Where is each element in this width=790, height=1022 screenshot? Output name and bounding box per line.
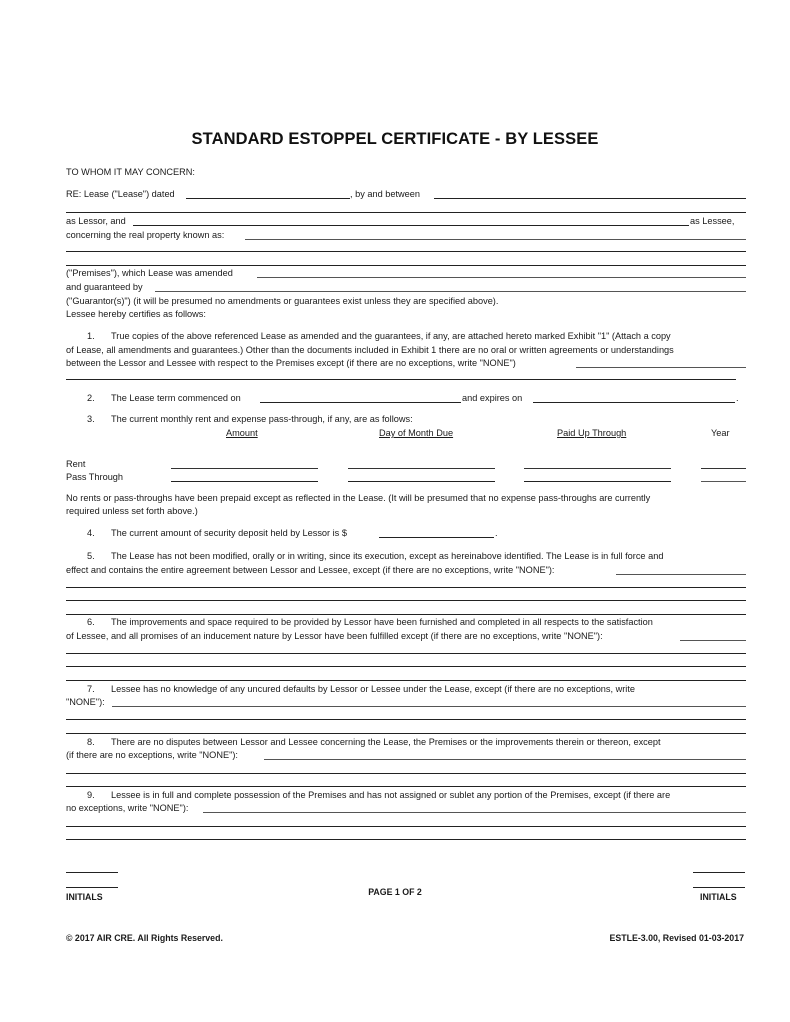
re-lease-dated-label: RE: Lease ("Lease") dated (66, 189, 175, 199)
item2-period: . (736, 393, 739, 403)
pass-through-year-field[interactable] (701, 481, 746, 482)
item1-number: 1. (87, 331, 95, 341)
item1-exceptions-field[interactable] (576, 367, 746, 368)
by-and-between-label: , by and between (350, 189, 420, 199)
as-lessor-and-label: as Lessor, and (66, 216, 126, 226)
pass-through-amount-field[interactable] (171, 481, 318, 482)
item9-exceptions-field-line2[interactable] (66, 826, 746, 827)
rent-paid-through-field[interactable] (524, 468, 671, 469)
item9-exceptions-field-line3[interactable] (66, 839, 746, 840)
item6-line1: The improvements and space required to be provided by Lessor have been furnished and completed in all respects to the satisfaction (111, 617, 653, 627)
item1-line3: between the Lessor and Lessee with respect to the Premises except (if there are no exceptions, write "NONE") (66, 358, 516, 368)
certifies-label: Lessee hereby certifies as follows: (66, 309, 206, 319)
item9-line1: Lessee is in full and complete possession of the Premises and has not assigned or sublet any portion of the Premises, except (if there are (111, 790, 671, 800)
lessee-name-field[interactable] (133, 225, 689, 226)
pass-through-day-due-field[interactable] (348, 481, 495, 482)
item9-exceptions-field[interactable] (203, 812, 746, 813)
item3-number: 3. (87, 414, 95, 424)
item4-text: The current amount of security deposit held by Lessor is $ (111, 528, 347, 538)
page-number: PAGE 1 OF 2 (368, 887, 422, 897)
initials-right-field-1[interactable] (693, 872, 745, 873)
item1-exceptions-field-line2[interactable] (66, 379, 736, 380)
guarantors-note: ("Guarantor(s)") (it will be presumed no amendments or guarantees exist unless they are specified above). (66, 296, 499, 306)
item4-number: 4. (87, 528, 95, 538)
copyright: © 2017 AIR CRE. All Rights Reserved. (66, 933, 223, 943)
item4-period: . (495, 528, 498, 538)
lease-date-field[interactable] (186, 198, 350, 199)
concerning-property-label: concerning the real property known as: (66, 230, 225, 240)
item7-line2: "NONE"): (66, 697, 105, 707)
item5-exceptions-field-line2[interactable] (66, 587, 746, 588)
property-field[interactable] (245, 239, 746, 240)
initials-left-field-1[interactable] (66, 872, 118, 873)
item5-exceptions-field-line3[interactable] (66, 600, 746, 601)
premises-amended-label: ("Premises"), which Lease was amended (66, 268, 233, 278)
item6-exceptions-field-line4[interactable] (66, 680, 746, 681)
item7-number: 7. (87, 684, 95, 694)
col-header-day-due: Day of Month Due (379, 428, 454, 438)
row-label-rent: Rent (66, 459, 86, 469)
item6-exceptions-field-line2[interactable] (66, 653, 746, 654)
item7-exceptions-field-line3[interactable] (66, 733, 746, 734)
as-lessee-label: as Lessee, (690, 216, 735, 226)
prepaid-note-line1: No rents or pass-throughs have been prepaid except as reflected in the Lease. (It will be presumed that no expense pass-throughs are currently (66, 493, 651, 503)
item1-line2: of Lease, all amendments and guarantees.) Other than the documents included in Exhibit 1 there are no oral or written agreements or understandings (66, 345, 674, 355)
guarantors-field[interactable] (155, 291, 746, 292)
col-header-year: Year (711, 428, 730, 438)
item2-expires-label: and expires on (462, 393, 523, 403)
commencement-date-field[interactable] (260, 402, 461, 403)
item6-exceptions-field[interactable] (680, 640, 746, 641)
guaranteed-by-label: and guaranteed by (66, 282, 143, 292)
item8-exceptions-field-line2[interactable] (66, 773, 746, 774)
lessor-name-field-line2[interactable] (66, 212, 746, 213)
rent-year-field[interactable] (701, 468, 746, 469)
property-field-line3[interactable] (66, 265, 746, 266)
item6-exceptions-field-line3[interactable] (66, 666, 746, 667)
row-label-pass-through: Pass Through (66, 472, 124, 482)
expiration-date-field[interactable] (533, 402, 735, 403)
col-header-paid-through: Paid Up Through (557, 428, 627, 438)
prepaid-note-line2: required unless set forth above.) (66, 506, 198, 516)
item8-exceptions-field-line3[interactable] (66, 786, 746, 787)
amendments-field[interactable] (257, 277, 746, 278)
item6-number: 6. (87, 617, 95, 627)
rent-amount-field[interactable] (171, 468, 318, 469)
item8-line1: There are no disputes between Lessor and Lessee concerning the Lease, the Premises or the improvements therein or thereon, except (111, 737, 661, 747)
item5-line1: The Lease has not been modified, orally or in writing, since its execution, except as hereinabove identified. The Lease is in full force and (111, 551, 664, 561)
pass-through-paid-through-field[interactable] (524, 481, 671, 482)
item5-number: 5. (87, 551, 95, 561)
property-field-line2[interactable] (66, 251, 746, 252)
item7-exceptions-field-line2[interactable] (66, 719, 746, 720)
col-header-amount: Amount (226, 428, 258, 438)
item5-exceptions-field-line4[interactable] (66, 614, 746, 615)
rent-day-due-field[interactable] (348, 468, 495, 469)
item6-line2: of Lessee, and all promises of an inducement nature by Lessor have been fulfilled except (if there are no exceptions, write "NONE"): (66, 631, 603, 641)
salutation: TO WHOM IT MAY CONCERN: (66, 167, 195, 177)
item9-line2: no exceptions, write "NONE"): (66, 803, 189, 813)
item8-line2: (if there are no exceptions, write "NONE"): (66, 750, 238, 760)
security-deposit-field[interactable] (379, 537, 494, 538)
item7-line1: Lessee has no knowledge of any uncured defaults by Lessor or Lessee under the Lease, except (if there are no exceptions, write (111, 684, 636, 694)
item5-line2: effect and contains the entire agreement between Lessor and Lessee, except (if there are no exceptions, write "NONE"): (66, 565, 555, 575)
item9-number: 9. (87, 790, 95, 800)
item1-line1: True copies of the above referenced Lease as amended and the guarantees, if any, are attached hereto marked Exhibit "1" (Attach a copy (111, 331, 671, 341)
lessor-name-field[interactable] (434, 198, 746, 199)
item8-number: 8. (87, 737, 95, 747)
item8-exceptions-field[interactable] (264, 759, 746, 760)
item7-exceptions-field[interactable] (112, 706, 746, 707)
initials-left-label: INITIALS (66, 892, 103, 902)
item2-commenced-label: The Lease term commenced on (111, 393, 241, 403)
initials-right-label: INITIALS (700, 892, 737, 902)
form-id: ESTLE-3.00, Revised 01-03-2017 (609, 933, 744, 943)
item2-number: 2. (87, 393, 95, 403)
item5-exceptions-field[interactable] (616, 574, 746, 575)
document-title: STANDARD ESTOPPEL CERTIFICATE - BY LESSEE (191, 130, 599, 148)
item3-text: The current monthly rent and expense pass-through, if any, are as follows: (111, 414, 413, 424)
initials-right-field-2[interactable] (693, 887, 745, 888)
